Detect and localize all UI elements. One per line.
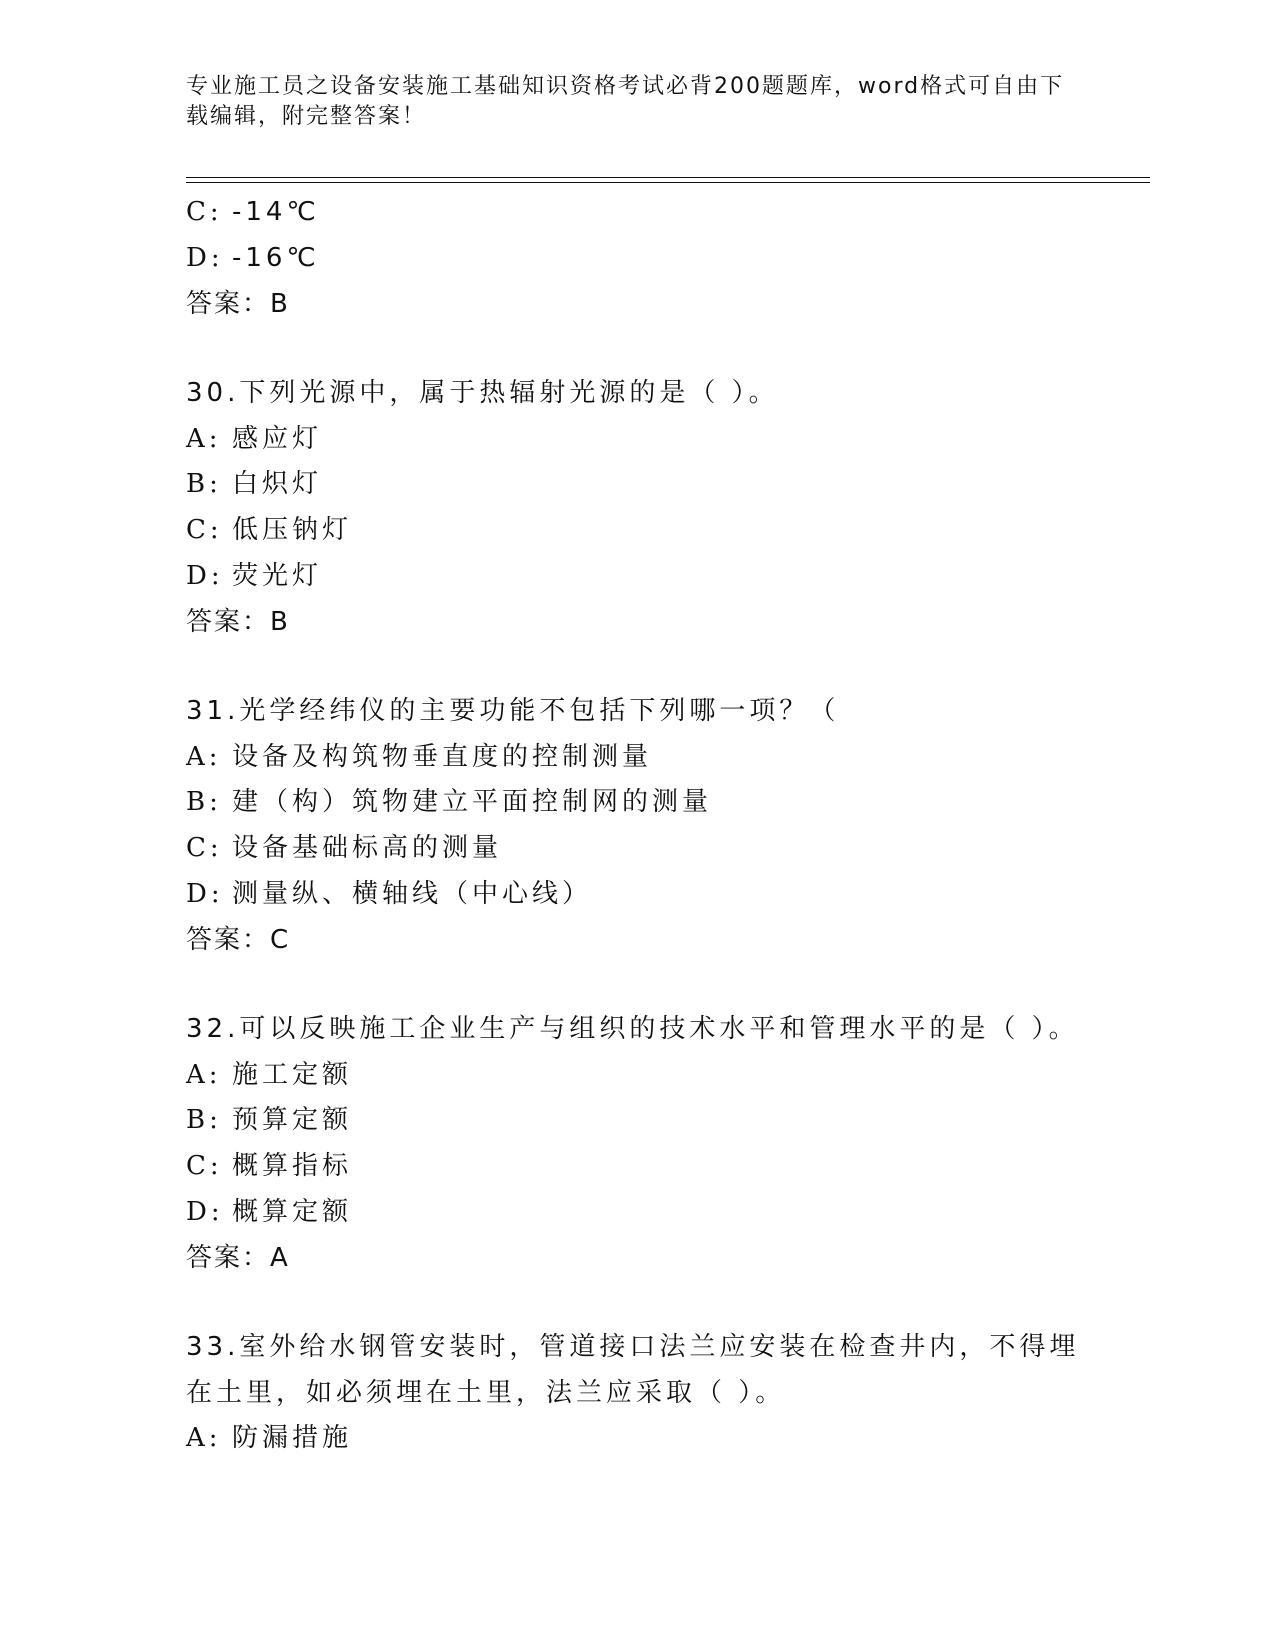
option-key: A: [186,741,222,772]
question-32 [186,1007,1086,1281]
answer-line: 答案：B [186,289,290,320]
question-list [186,190,1086,1462]
option-text: 预算定额 [232,1105,353,1136]
question-stem: 30.下列光源中，属于热辐射光源的是（ ）。 [186,378,779,409]
option-key: C: [186,514,223,545]
option-a [186,417,1086,463]
option-key: B: [186,1105,222,1136]
option-c [186,508,1086,554]
question-stem: 31.光学经纬仪的主要功能不包括下列哪一项？（ [186,696,840,727]
option-text: 建（构）筑物建立平面控制网的测量 [232,787,713,818]
option-key: C: [186,832,223,863]
option-key: D: [186,560,224,591]
option-key: A: [186,423,222,454]
option-key: D: [186,878,224,909]
option-key: C: [186,197,223,227]
option-text: 荧光灯 [232,560,323,591]
option-text: 概算指标 [232,1150,353,1181]
option-c [186,190,1086,236]
answer-line: 答案：A [186,1243,290,1274]
option-key: B: [186,787,222,818]
option-text: -14℃ [232,197,320,227]
option-key: D: [186,1196,224,1227]
question-31 [186,689,1086,963]
document-header: 专业施工员之设备安装施工基础知识资格考试必背200题题库，word格式可自由下载编辑，附完整答案！ [186,74,1065,129]
option-text: 感应灯 [232,423,323,454]
option-b [186,780,1086,826]
option-key: D: [186,242,224,273]
question-stem: 33.室外给水钢管安装时，管道接口法兰应安装在检查井内，不得埋在土里，如必须埋在土里，法兰应采取（ ）。 [186,1332,1080,1408]
question-33 [186,1325,1086,1462]
question-30 [186,371,1086,645]
answer-line: 答案：B [186,607,290,638]
option-text: 施工定额 [232,1059,353,1090]
option-a [186,735,1086,781]
option-text: 设备基础标高的测量 [232,832,503,863]
option-text: 防漏措施 [232,1423,353,1454]
answer-line: 答案：C [186,925,291,956]
option-b [186,1098,1086,1144]
option-d [186,872,1086,918]
option-c [186,1144,1086,1190]
option-text: 测量纵、横轴线（中心线） [232,878,593,909]
option-key: A: [186,1423,222,1454]
header-rule-top [186,177,1150,178]
option-a [186,1416,1086,1462]
option-d [186,1190,1086,1236]
option-key: A: [186,1059,222,1090]
option-d [186,554,1086,600]
option-text: 概算定额 [232,1196,353,1227]
option-key: C: [186,1150,223,1181]
option-c [186,826,1086,872]
option-text: 设备及构筑物垂直度的控制测量 [232,741,653,772]
question-29 [186,190,1086,327]
option-d [186,236,1086,282]
header-rule-bottom [186,182,1150,183]
option-key: B: [186,469,222,500]
option-a [186,1053,1086,1099]
question-stem: 32.可以反映施工企业生产与组织的技术水平和管理水平的是（ ）。 [186,1014,1079,1045]
option-b [186,462,1086,508]
option-text: 白炽灯 [232,469,323,500]
option-text: 低压钠灯 [232,514,353,545]
option-text: -16℃ [232,242,320,273]
